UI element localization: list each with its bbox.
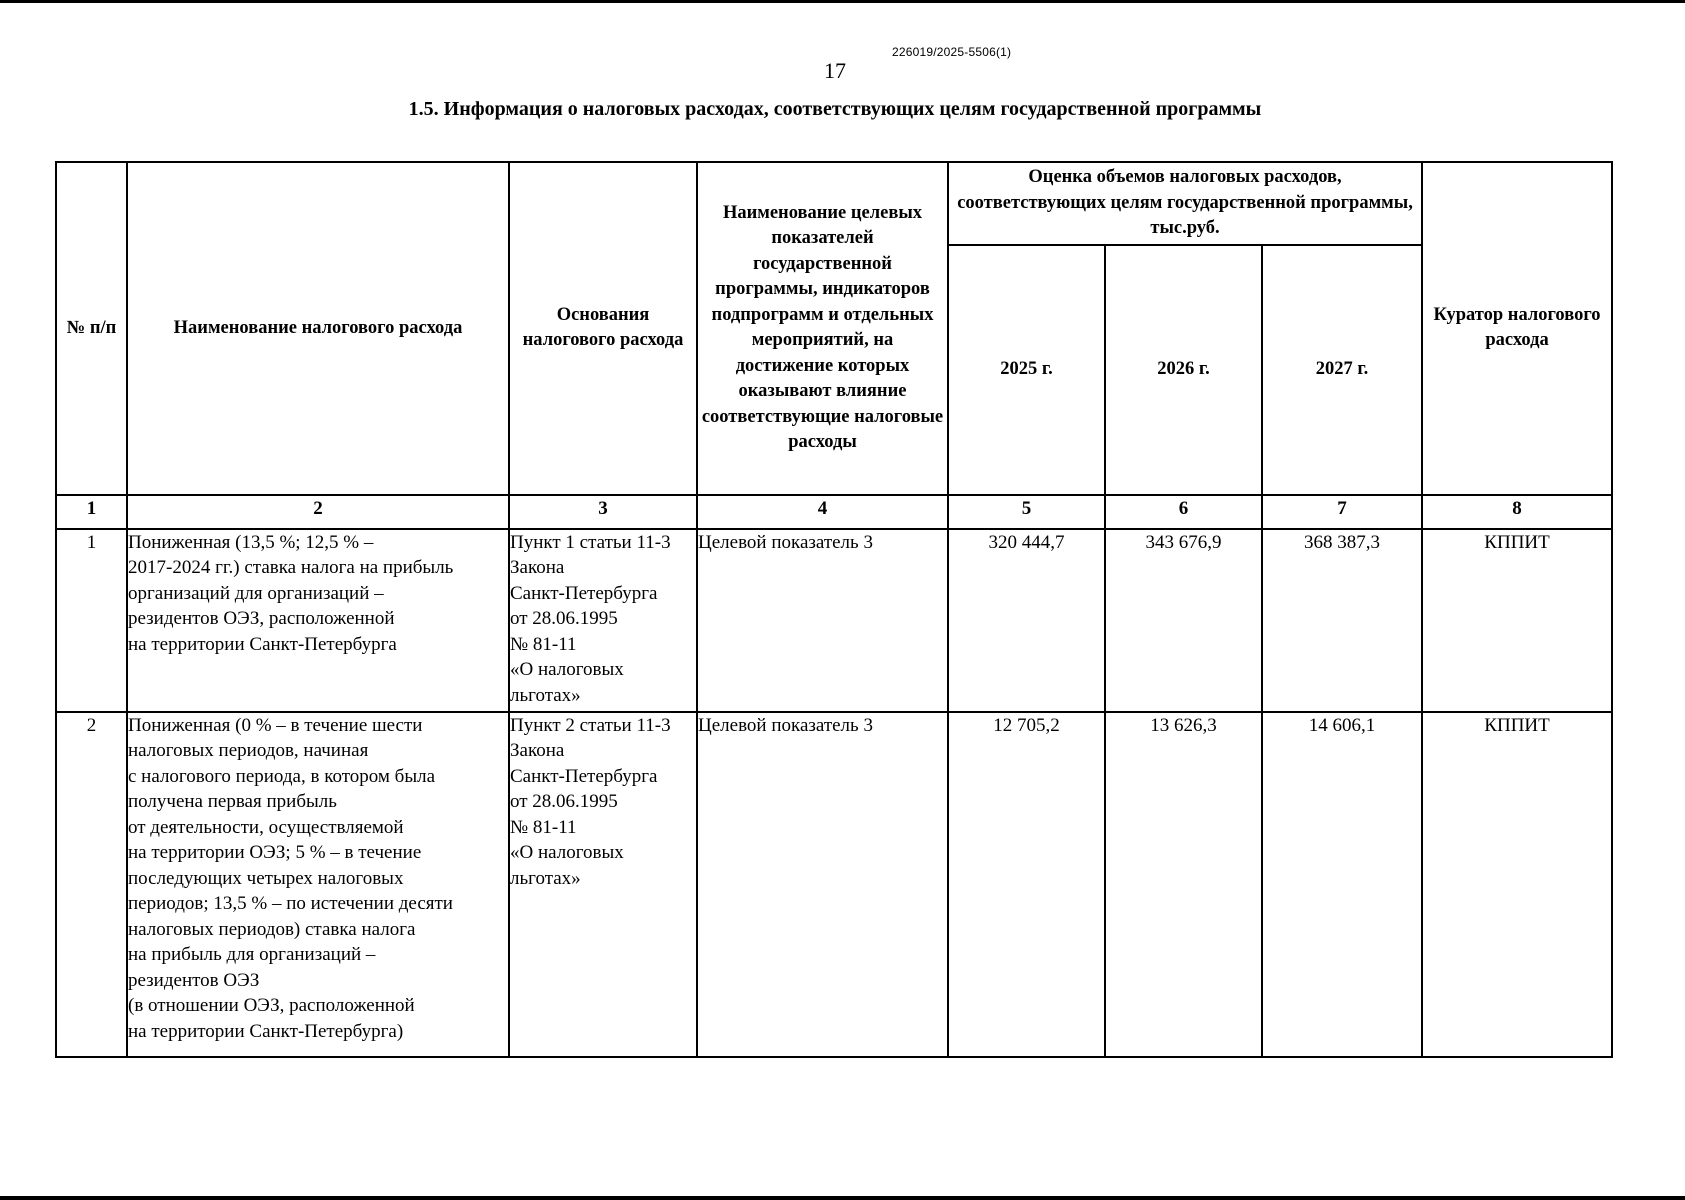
header-year-2025: 2025 г.	[948, 245, 1105, 495]
column-number: 1	[56, 495, 127, 529]
target-indicator: Целевой показатель 3	[697, 712, 948, 1057]
text-line: Санкт-Петербурга	[510, 582, 658, 604]
text-line: резидентов ОЭЗ	[128, 969, 260, 991]
header-year-2027: 2027 г.	[1262, 245, 1422, 495]
target-indicator: Целевой показатель 3	[697, 529, 948, 712]
text-line: Закона	[510, 557, 565, 578]
text-line: Закона	[510, 740, 565, 761]
text-line: получена первая прибыль	[128, 791, 337, 812]
text-line: резидентов ОЭЗ, расположенной	[128, 608, 395, 629]
column-number: 4	[697, 495, 948, 529]
column-number: 8	[1422, 495, 1612, 529]
text-line: № 81-11	[510, 816, 577, 838]
column-number: 2	[127, 495, 509, 529]
section-heading: 1.5. Информация о налоговых расходах, соответствующих целям государственной программы	[408, 98, 1262, 120]
text-line: с налогового периода, в котором была	[128, 765, 436, 787]
header-name: Наименование налогового расхода	[127, 162, 509, 495]
page-frame-top	[0, 0, 1685, 3]
text-line: от 28.06.1995	[510, 608, 618, 629]
curator: КППИТ	[1422, 712, 1612, 1057]
text-line: налоговых периодов) ставка налога	[128, 918, 416, 940]
header-year-2026: 2026 г.	[1105, 245, 1262, 495]
estimate-2026: 343 676,9	[1105, 529, 1262, 712]
text-line: льготах»	[510, 684, 581, 706]
estimate-2025: 320 444,7	[948, 529, 1105, 712]
header-num: № п/п	[56, 162, 127, 495]
text-line: на территории Санкт-Петербурга	[128, 633, 397, 655]
text-line: Пониженная (13,5 %; 12,5 % –	[128, 531, 374, 553]
tax-expenditure-table	[55, 161, 1613, 1058]
text-line: на территории ОЭЗ; 5 % – в течение	[128, 842, 422, 863]
text-line: льготах»	[510, 867, 581, 889]
header-indicators: Наименование целевых показателей государственной программы, индикаторов подпрограмм и отдельных мероприятий, на достижение которых оказывают влияние соответствующие налоговые расходы	[697, 162, 948, 495]
table-row	[56, 712, 1612, 1057]
row-number: 1	[56, 529, 127, 712]
document-number: 226019/2025-5506(1)	[892, 45, 1012, 59]
text-line: Санкт-Петербурга	[510, 765, 658, 787]
text-line: Пункт 1 статьи 11-3	[510, 531, 671, 553]
header-estimate-group: Оценка объемов налоговых расходов, соответствующих целям государственной программы, тыс.руб.	[948, 162, 1422, 245]
page-number: 17	[824, 58, 846, 83]
tax-expenditure-name	[127, 529, 509, 712]
curator: КППИТ	[1422, 529, 1612, 712]
estimate-2027: 368 387,3	[1262, 529, 1422, 712]
text-line: на прибыль для организаций –	[128, 944, 376, 965]
text-line: налоговых периодов, начиная	[128, 740, 369, 761]
tax-expenditure-basis	[509, 529, 697, 712]
text-line: Пониженная (0 % – в течение шести	[128, 714, 423, 736]
estimate-2027: 14 606,1	[1262, 712, 1422, 1057]
header-curator: Куратор налогового расхода	[1422, 162, 1612, 495]
column-number-row	[56, 495, 1612, 529]
text-line: от 28.06.1995	[510, 791, 618, 812]
text-line: «О налоговых	[510, 659, 624, 680]
estimate-2026: 13 626,3	[1105, 712, 1262, 1057]
column-number: 3	[509, 495, 697, 529]
tax-expenditure-basis	[509, 712, 697, 1057]
column-number: 6	[1105, 495, 1262, 529]
table-row	[56, 529, 1612, 712]
header-basis: Основания налогового расхода	[509, 162, 697, 495]
text-line: (в отношении ОЭЗ, расположенной	[128, 995, 415, 1016]
text-line: «О налоговых	[510, 842, 624, 863]
estimate-2025: 12 705,2	[948, 712, 1105, 1057]
text-line: периодов; 13,5 % – по истечении десяти	[128, 893, 453, 914]
row-number: 2	[56, 712, 127, 1057]
column-number: 5	[948, 495, 1105, 529]
page-frame-bottom	[0, 1196, 1685, 1200]
text-line: на территории Санкт-Петербурга)	[128, 1020, 404, 1042]
text-line: последующих четырех налоговых	[128, 867, 404, 889]
text-line: организаций для организаций –	[128, 582, 384, 604]
tax-expenditure-name	[127, 712, 509, 1057]
column-number: 7	[1262, 495, 1422, 529]
text-line: № 81-11	[510, 633, 577, 655]
text-line: от деятельности, осуществляемой	[128, 816, 404, 838]
text-line: 2017-2024 гг.) ставка налога на прибыль	[128, 557, 454, 578]
text-line: Пункт 2 статьи 11-3	[510, 714, 671, 736]
